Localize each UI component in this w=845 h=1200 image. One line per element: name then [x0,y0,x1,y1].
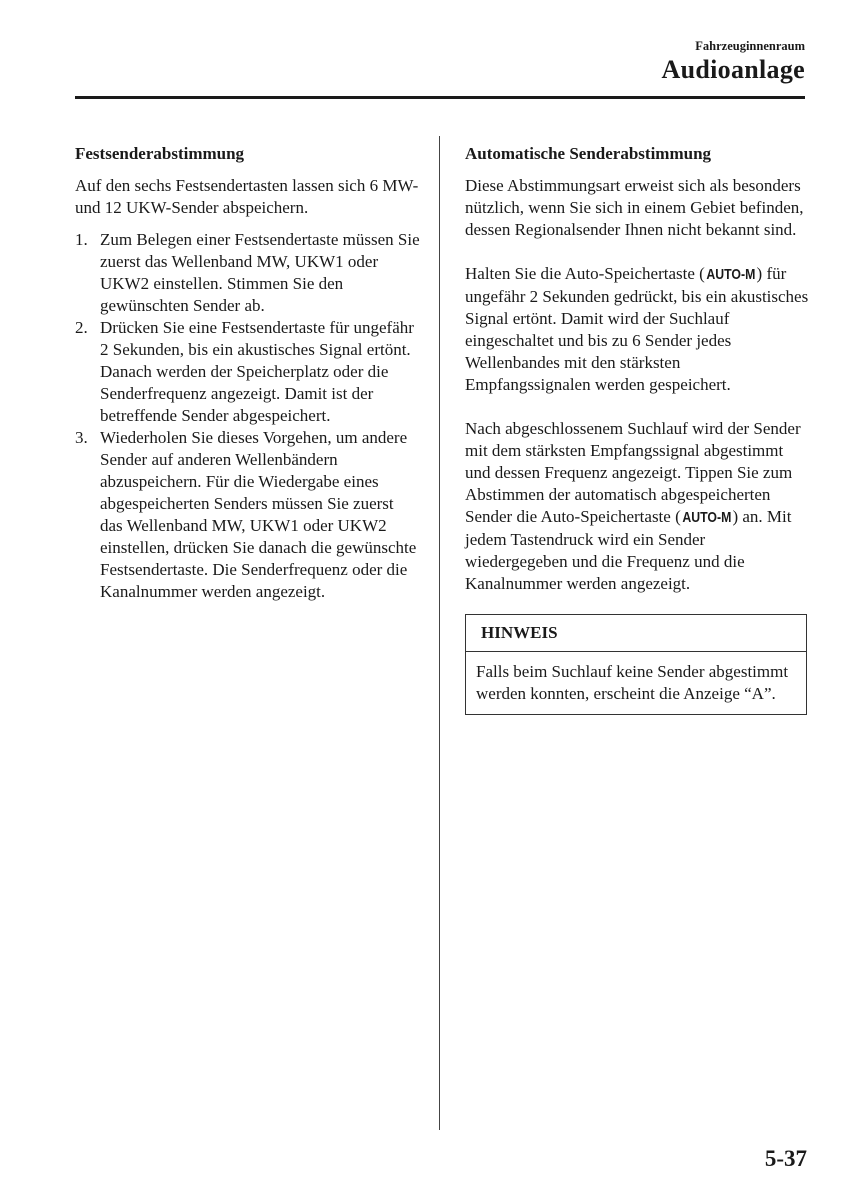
preset-tuning-intro: Auf den sechs Festsendertasten lassen sich 6 MW- und 12 UKW-Sender abspeichern. [75,176,419,217]
auto-tuning-heading: Automatische Senderabstimmung [465,144,712,163]
page-title: Audioanlage [661,55,805,84]
auto-m-button-icon: AUTO-M [706,266,756,283]
step-text: Zum Belegen einer Festsendertaste müssen Sie zuerst das Wellenband MW, UKW1 oder UKW2 einstellen. Stimmen Sie den gewünschten Sender ab. [100,230,420,315]
preset-tuning-heading: Festsenderabstimmung [75,144,245,163]
column-divider [439,136,440,1130]
right-column [465,143,810,715]
note-box [465,614,807,715]
list-item [75,317,420,427]
note-body: Falls beim Suchlauf keine Sender abgestimmt werden konnten, erscheint die Anzeige “A”. [476,662,789,703]
paragraph-text: Halten Sie die Auto-Speichertaste ( [465,264,705,283]
paragraph-text: Nach abgeschlossenem Suchlauf wird der Sender mit dem stärksten Empfangssignal abgestimmt und dessen Frequenz angezeigt. Tippen Sie zum Abstimmen der automatisch abgespeicherten Sender die Auto-Speichertaste ( [465,419,801,526]
section-title: Fahrzeuginnenraum [695,39,805,53]
step-text: Drücken Sie eine Festsendertaste für ungefähr 2 Sekunden, bis ein akustisches Signal ertönt. Danach werden der Speicherplatz oder die Senderfrequenz angezeigt. Damit ist der betreffende Sender abgespeichert. [100,318,414,425]
header-rule [75,96,805,99]
auto-tuning-intro: Diese Abstimmungsart erweist sich als besonders nützlich, wenn Sie sich in einem Gebiet befinden, dessen Regionalsender Ihnen nicht bekannt sind. [465,176,804,239]
step-number: 3. [75,428,88,447]
scan-result-paragraph [465,418,810,595]
auto-memory-paragraph [465,263,810,396]
page-number: 5-37 [764,1146,807,1171]
note-title: HINWEIS [466,615,806,652]
list-item [75,427,420,603]
step-number: 2. [75,318,88,337]
step-number: 1. [75,230,88,249]
paragraph-text: ) für ungefähr 2 Sekunden gedrückt, bis ein akustisches Signal ertönt. Damit wird der Suchlauf eingeschaltet und bis zu 6 Sender jedes Wellenbandes mit den stärksten Empfangssignalen werden gespeichert. [465,264,809,394]
preset-steps-list [75,229,420,603]
paragraph-text: ) an. Mit jedem Tastendruck wird ein Sender wiedergegeben und die Frequenz und die Kanalnummer werden angezeigt. [465,507,792,593]
list-item [75,229,420,317]
auto-m-button-icon: AUTO-M [682,509,732,526]
left-column [75,143,420,603]
step-text: Wiederholen Sie dieses Vorgehen, um andere Sender auf anderen Wellenbändern abzuspeichern. Für die Wiedergabe eines abgespeicherten Senders müssen Sie zuerst das Wellenband MW, UKW1 oder UKW2 einstellen, drücken Sie danach die gewünschte Festsendertaste. Die Senderfrequenz oder die Kanalnummer werden angezeigt. [100,428,417,601]
